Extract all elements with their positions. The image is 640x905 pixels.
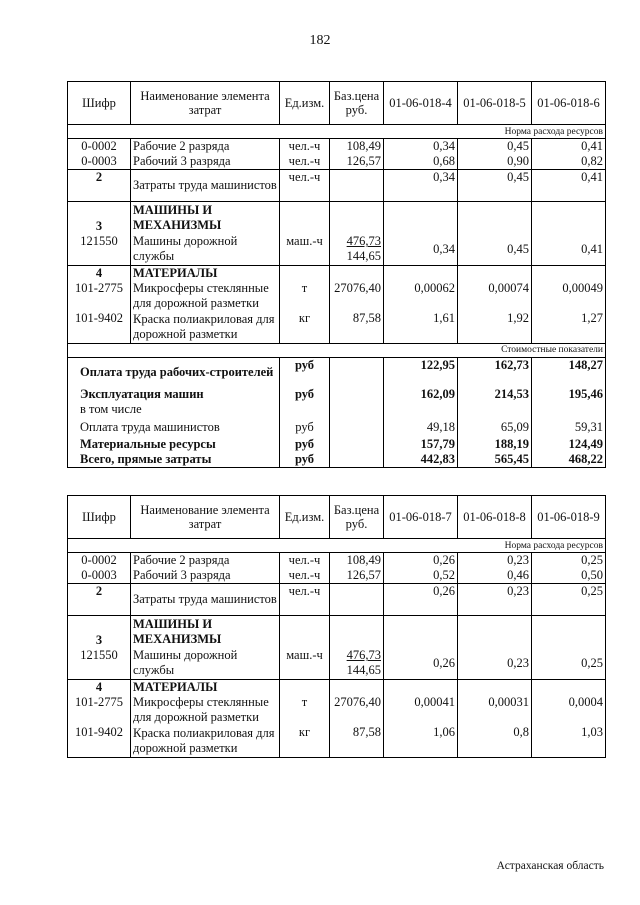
cost-unit: руб [280, 387, 330, 417]
header-col: 01-06-018-6 [532, 82, 606, 125]
row-unit: чел.-ч [280, 568, 330, 584]
cost-name: Всего, прямые затраты [68, 452, 280, 468]
row-value: 0,34 [384, 170, 458, 202]
row-code: 121550 [68, 234, 131, 266]
table-row [68, 616, 606, 648]
norm-label: Норма расхода ресурсов [68, 539, 606, 553]
row-value: 0,26 [384, 584, 458, 616]
row-name: Рабочие 2 разряда [131, 553, 280, 569]
cost-value: 195,46 [532, 387, 606, 417]
cost-name: Материальные ресурсы [68, 437, 280, 452]
row-price: 87,58 [330, 311, 384, 343]
row-price: 108,49 [330, 139, 384, 155]
row-value: 0,45 [458, 234, 532, 266]
cost-value: 124,49 [532, 437, 606, 452]
table-header-row [68, 82, 606, 125]
table-row [68, 695, 606, 725]
section-title: МАТЕРИАЛЫ [131, 680, 280, 696]
cost-unit: руб [280, 357, 330, 387]
table-header-row [68, 496, 606, 539]
header-price: Баз.цена руб. [330, 496, 384, 539]
row-code: 0-0002 [68, 553, 131, 569]
cost-row [68, 452, 606, 468]
row-code: 0-0003 [68, 154, 131, 170]
row-code: 101-2775 [68, 695, 131, 725]
row-value: 0,26 [384, 553, 458, 569]
footer-region: Астраханская область [496, 860, 604, 872]
cost-value: 148,27 [532, 357, 606, 387]
row-value: 0,0004 [532, 695, 606, 725]
row-value: 0,26 [384, 648, 458, 680]
header-col: 01-06-018-4 [384, 82, 458, 125]
row-price: 27076,40 [330, 695, 384, 725]
section-title: МАШИНЫ И МЕХАНИЗМЫ [131, 616, 280, 648]
price-a: 476,73 [346, 648, 381, 663]
cost-row [68, 437, 606, 452]
cost-value: 65,09 [458, 417, 532, 437]
page-number: 182 [309, 33, 331, 48]
cost-value: 49,18 [384, 417, 458, 437]
row-name: Микросферы стеклянные для дорожной разметки [131, 281, 280, 311]
row-price [330, 234, 384, 266]
row-unit: маш.-ч [280, 648, 330, 680]
row-code: 0-0003 [68, 568, 131, 584]
cost-value: 162,09 [384, 387, 458, 417]
header-col: 01-06-018-9 [532, 496, 606, 539]
row-value: 0,23 [458, 584, 532, 616]
row-value: 0,23 [458, 648, 532, 680]
cost-row [68, 387, 606, 402]
row-value: 0,41 [532, 139, 606, 155]
row-value: 0,68 [384, 154, 458, 170]
header-name: Наименование элемента затрат [131, 496, 280, 539]
row-price: 27076,40 [330, 281, 384, 311]
row-name: Рабочий 3 разряда [131, 154, 280, 170]
row-name: Машины дорожной службы [131, 234, 280, 266]
row-unit: чел.-ч [280, 170, 330, 202]
cost-value: 162,73 [458, 357, 532, 387]
header-col: 01-06-018-5 [458, 82, 532, 125]
price-b: 144,65 [346, 663, 381, 678]
row-value: 0,50 [532, 568, 606, 584]
row-name: Краска полиакриловая для дорожной разметки [131, 311, 280, 343]
row-value: 0,52 [384, 568, 458, 584]
row-value: 0,45 [458, 139, 532, 155]
header-name: Наименование элемента затрат [131, 82, 280, 125]
row-value: 0,23 [458, 553, 532, 569]
cost-label-row [68, 343, 606, 357]
resource-table-2 [67, 495, 606, 758]
table-row [68, 154, 606, 170]
row-value: 0,34 [384, 139, 458, 155]
price-a: 476,73 [346, 234, 381, 249]
table-row [68, 725, 606, 757]
row-value: 0,00031 [458, 695, 532, 725]
table-row [68, 648, 606, 680]
cost-unit: руб [280, 417, 330, 437]
row-code: 101-9402 [68, 725, 131, 757]
section-title: МАШИНЫ И МЕХАНИЗМЫ [131, 202, 280, 234]
row-name: Машины дорожной службы [131, 648, 280, 680]
norm-label-row [68, 539, 606, 553]
row-code: 2 [68, 584, 131, 616]
row-value: 1,06 [384, 725, 458, 757]
table-row [68, 568, 606, 584]
row-value: 0,46 [458, 568, 532, 584]
cost-name: Эксплуатация машин [68, 387, 280, 402]
header-unit: Ед.изм. [280, 82, 330, 125]
cost-subtitle: в том числе [68, 402, 280, 417]
row-price: 87,58 [330, 725, 384, 757]
section-title: МАТЕРИАЛЫ [131, 266, 280, 282]
cost-unit: руб [280, 452, 330, 468]
price-b: 144,65 [346, 249, 381, 264]
row-code: 0-0002 [68, 139, 131, 155]
row-value: 0,41 [532, 234, 606, 266]
header-code: Шифр [68, 82, 131, 125]
row-unit: т [280, 695, 330, 725]
row-value: 0,00041 [384, 695, 458, 725]
header-col: 01-06-018-7 [384, 496, 458, 539]
row-unit: чел.-ч [280, 553, 330, 569]
table-row [68, 234, 606, 266]
row-price: 126,57 [330, 154, 384, 170]
table-row [68, 170, 606, 202]
cost-label: Стоимостные показатели [68, 343, 606, 357]
row-name: Рабочий 3 разряда [131, 568, 280, 584]
cost-value: 188,19 [458, 437, 532, 452]
row-price: 126,57 [330, 568, 384, 584]
row-name: Затраты труда машинистов [131, 170, 280, 202]
cost-value: 565,45 [458, 452, 532, 468]
cost-value: 59,31 [532, 417, 606, 437]
row-value: 0,25 [532, 648, 606, 680]
table-row [68, 139, 606, 155]
cost-name: Оплата труда рабочих-строителей [68, 357, 280, 387]
row-value: 0,25 [532, 584, 606, 616]
norm-label-row [68, 125, 606, 139]
cost-name: Оплата труда машинистов [68, 417, 280, 437]
row-value: 0,34 [384, 234, 458, 266]
row-unit: чел.-ч [280, 154, 330, 170]
row-value: 0,82 [532, 154, 606, 170]
row-price [330, 648, 384, 680]
row-code: 121550 [68, 648, 131, 680]
row-value: 0,90 [458, 154, 532, 170]
row-price: 108,49 [330, 553, 384, 569]
table-row [68, 266, 606, 282]
row-value: 0,25 [532, 553, 606, 569]
row-unit: маш.-ч [280, 234, 330, 266]
row-name: Краска полиакриловая для дорожной разметки [131, 725, 280, 757]
row-price [330, 170, 384, 202]
row-value: 0,45 [458, 170, 532, 202]
row-unit: кг [280, 725, 330, 757]
row-unit: чел.-ч [280, 584, 330, 616]
row-code: 101-2775 [68, 281, 131, 311]
cost-value: 442,83 [384, 452, 458, 468]
row-value: 0,41 [532, 170, 606, 202]
row-value: 0,8 [458, 725, 532, 757]
cost-value: 214,53 [458, 387, 532, 417]
row-code: 2 [68, 170, 131, 202]
row-value: 0,00049 [532, 281, 606, 311]
header-unit: Ед.изм. [280, 496, 330, 539]
row-unit: кг [280, 311, 330, 343]
row-name: Микросферы стеклянные для дорожной разметки [131, 695, 280, 725]
table-row [68, 553, 606, 569]
table-row [68, 281, 606, 311]
table-row [68, 680, 606, 696]
row-code: 3 [68, 202, 131, 234]
row-value: 1,27 [532, 311, 606, 343]
cost-value: 468,22 [532, 452, 606, 468]
row-code: 3 [68, 616, 131, 648]
table-row [68, 584, 606, 616]
header-col: 01-06-018-8 [458, 496, 532, 539]
row-value: 1,03 [532, 725, 606, 757]
norm-label: Норма расхода ресурсов [68, 125, 606, 139]
cost-row [68, 357, 606, 387]
row-code: 4 [68, 266, 131, 282]
cost-value: 122,95 [384, 357, 458, 387]
cost-row [68, 417, 606, 437]
cost-unit: руб [280, 437, 330, 452]
row-unit: чел.-ч [280, 139, 330, 155]
row-unit: т [280, 281, 330, 311]
row-value: 1,61 [384, 311, 458, 343]
table-row [68, 202, 606, 234]
header-code: Шифр [68, 496, 131, 539]
row-code: 101-9402 [68, 311, 131, 343]
row-code: 4 [68, 680, 131, 696]
row-name: Затраты труда машинистов [131, 584, 280, 616]
row-price [330, 584, 384, 616]
row-name: Рабочие 2 разряда [131, 139, 280, 155]
row-value: 0,00062 [384, 281, 458, 311]
header-price: Баз.цена руб. [330, 82, 384, 125]
row-value: 1,92 [458, 311, 532, 343]
row-value: 0,00074 [458, 281, 532, 311]
table-row [68, 311, 606, 343]
resource-table-1 [67, 81, 606, 468]
cost-value: 157,79 [384, 437, 458, 452]
